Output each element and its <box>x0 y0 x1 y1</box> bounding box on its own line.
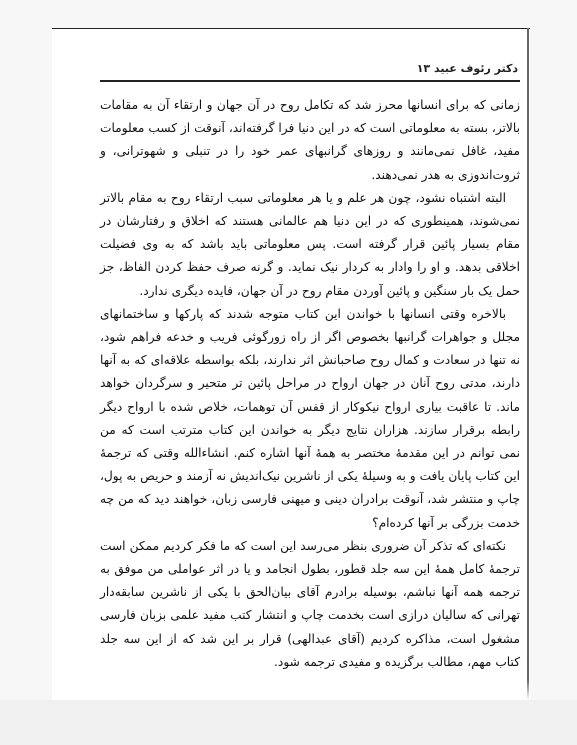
page-bottom-cutoff <box>52 680 530 700</box>
paragraph: نکته‌ای که تذکر آن ضروری بنظر می‌رسد این است که ما فکر کردیم ممکن است ترجمهٔ کامل همهٔ این سه جلد قطور، بطول انجامد و یا در اثر عواملی من موفق به ترجمه همه آنها نباشم، بوسیله برادرم آقای بیان‌الحق با یکی از ناشرین سابقه‌دار تهرانی که سالیان درازی است بخدمت چاپ و انتشار کتب مفید علمی بزبان فارسی مشغول است، مذاکره کردیم (آقای عبدالهی) قرار بر این شد که از این سه جلد کتاب مهم، مطالب برگزیده و مفیدی ترجمه شود. <box>100 538 520 669</box>
body-text <box>100 94 520 674</box>
binding-edge-line <box>527 28 529 700</box>
header-rule <box>100 80 520 82</box>
running-header <box>100 62 518 80</box>
paragraph: البته اشتباه نشود، چون هر علم و یا هر معلوماتی سبب ارتقاء روح به مقام بالاتر نمی‌شوند، همینطوری که در این دنیا هم عالمانی هستند که اخلاق و رفتارشان در مقام بسیار پائین قرار گرفته است. پس معلوماتی باید باشد که به وی فضیلت اخلاقی بدهد. و او را وادار به کردار نیک نماید. و گرنه صرف حفظ کردن الفاظ، جز حمل یک بار سنگین و پائین آوردن مقام روح در آن جهان، فایده دیگری ندارد. <box>100 190 520 298</box>
page-header-label: دکتر رئوف عبید ۱۳ <box>416 62 518 75</box>
paragraph: زمانی که برای انسانها محرز شد که تکامل روح در آن جهان و ارتقاء آن به مقامات بالاتر، بسته به معلوماتی است که در این دنیا فرا گرفته‌اند، آنوقت از کسب معلومات مفید، غافل نمی‌مانند و روزهای گرانبهای عمر خود را در تنبلی و شهوترانی، و ثروت‌اندوزی به هدر نمی‌دهند. <box>100 98 520 182</box>
paragraph: بالاخره وقتی انسانها با خواندن این کتاب متوجه شدند که پارکها و ساختمانهای مجلل و جواهرات گرانبها بخصوص اگر از راه زورگوئی فریب و خدعه فراهم شود، نه تنها در سعادت و کمال روح صاحبانش اثر ندارند، بلکه بواسطه علاقه‌ای که به آنها دارند، مدتی روح آنان در جهان ارواح در مراحل پائین تر متحیر و سرگردان خواهد ماند. تا عاقبت بیاری ارواح نیکوکار از قفس آن توهمات، خلاص شده با ارواح دیگر رابطه برقرار سازند. هزاران نتایج دیگر به خواندن این کتاب مترتب است که من نمی توانم در این مقدمهٔ مختصر به همهٔ آنها اشاره کنم. انشاءالله وقتی که ترجمهٔ این کتاب پایان یافت و به وسیلهٔ یکی از ناشرین نیک‌اندیش نه آزمند و حریص به پول، چاپ و منتشر شد، آنوقت برادران دینی و میهنی فارسی زبان، خواهند دید که من چه خدمت بزرگی بر آنها کرده‌ام؟ <box>100 306 520 530</box>
viewer-background <box>0 700 577 745</box>
top-edge-line <box>52 28 530 29</box>
